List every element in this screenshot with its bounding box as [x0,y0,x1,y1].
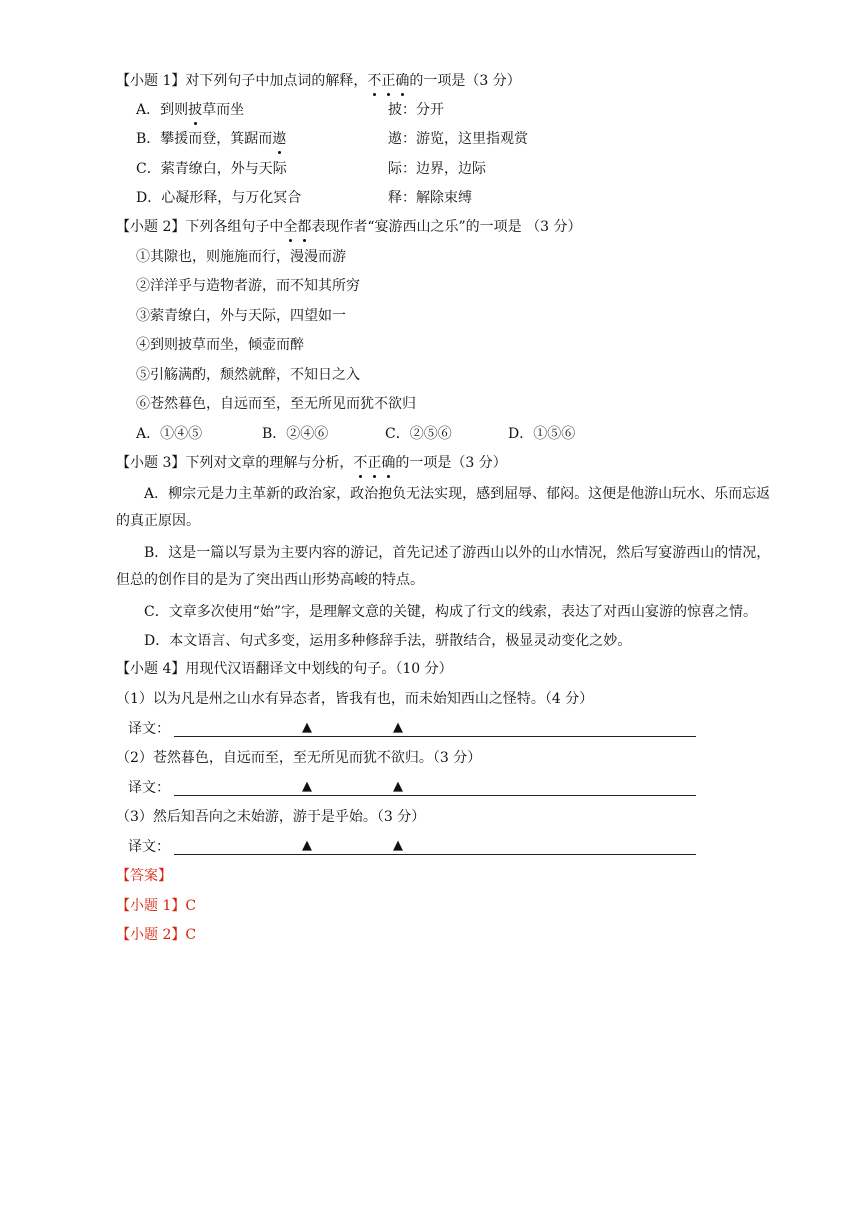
q2-choice-a: A．①④⑤ [136,426,203,442]
emphasis-dot-char: 确 [395,73,410,89]
q1-option-d [136,188,756,208]
translation-answer-line[interactable] [174,854,696,855]
translation-label: 译文： [128,839,170,855]
q1-option-c [136,159,756,179]
q2-choice-b: B．②④⑥ [262,426,329,442]
q2-choice-d: D．①⑤⑥ [508,426,576,442]
option-explanation: 披：分开 [388,102,444,118]
question-4-label: 【小题 4】 [116,661,186,677]
q1-option-b [136,129,756,149]
triangle-icon: ▲ [302,838,312,853]
question-2-stem-text: 下列各组句子中 [185,219,284,235]
q3-option-b: B．这是一篇以写景为主要内容的游记，首先记述了游西山以外的山水情况，然后写宴游西山的情况，但总的创作目的是为了突出西山形势高峻的特点。 [116,545,771,588]
q2-item: ③萦青缭白，外与天际，四望如一 [136,308,346,324]
answer-item: 【小题 1】C [116,898,197,914]
translation-label: 译文： [128,721,170,737]
option-explanation: 遨：游览，这里指观赏 [388,131,528,147]
answer-item: 【小题 2】C [116,927,197,943]
q4-sentence-2: （2）苍然暮色，自远而至，至无所见而犹不欲归。（3 分） [116,750,482,766]
q3-option-d: D．本文语言、句式多变，运用多种修辞手法，骈散结合，极显灵动变化之妙。 [144,633,632,649]
question-2-label: 【小题 2】 [116,219,186,235]
option-text: A．到则 [136,102,189,118]
emphasis-dot-char: 正 [367,455,382,471]
q3-option-a: A．柳宗元是力主革新的政治家，政治抱负无法实现，感到屈辱、郁闷。这便是他游山玩水、乐而忘返的真正原因。 [116,486,771,529]
q2-choice-c: C．②⑤⑥ [385,426,452,442]
question-1-label: 【小题 1】 [116,73,186,89]
q4-sentence-3: （3）然后知吾向之未始游，游于是乎始。（3 分） [116,809,426,825]
option-text: D．心凝形释，与万化冥合 [136,190,302,206]
emphasis-dot-char: 披 [188,102,203,118]
question-2-stem [116,217,581,237]
q2-item: ②洋洋乎与造物者游，而不知其所穷 [136,278,360,294]
q2-item: ①其隙也，则施施而行，漫漫而游 [136,249,346,265]
translation-label: 译文： [128,780,170,796]
triangle-icon: ▲ [393,779,403,794]
question-3-label: 【小题 3】 [116,455,186,471]
option-text-tail: 草而坐 [202,102,245,118]
question-4-stem [116,659,453,679]
emphasis-dot-char: 遨 [272,131,287,147]
option-explanation: 际：边界，边际 [388,161,486,177]
emphasis-dot-char: 都 [297,219,312,235]
question-1-stem-tail: 的一项是（3 分） [409,73,521,89]
question-2-stem-tail: 表现作者“宴游西山之乐”的一项是 （3 分） [311,219,582,235]
question-3-stem [116,453,507,473]
emphasis-dot-char: 确 [381,455,396,471]
triangle-icon: ▲ [393,720,403,735]
option-text: B．攀援而登，箕踞而 [136,131,273,147]
q3-option-c: C．文章多次使用“始”字，是理解文意的关键，构成了行文的线索，表达了对西山宴游的惊喜之情。 [144,604,758,620]
question-3-stem-tail: 的一项是（3 分） [395,455,507,471]
question-1-stem-text: 对下列句子中加点词的解释， [185,73,368,89]
translation-answer-line[interactable] [174,736,696,737]
q2-item: ⑥苍然暮色，自远而至，至无所见而犹不欲归 [136,396,416,412]
answer-heading: 【答案】 [116,868,172,884]
emphasis-dot-char: 正 [381,73,396,89]
emphasis-dot-char: 不 [353,455,368,471]
emphasis-dot-char: 全 [283,219,298,235]
q4-sentence-1: （1）以为凡是州之山水有异态者，皆我有也，而未始知西山之怪特。（4 分） [116,691,594,707]
emphasis-dot-char: 不 [367,73,382,89]
question-3-stem-text: 下列对文章的理解与分析， [185,455,354,471]
option-text: C．萦青缭白，外与天际 [136,161,287,177]
triangle-icon: ▲ [302,779,312,794]
triangle-icon: ▲ [302,720,312,735]
question-4-stem-text: 用现代汉语翻译文中划线的句子。（10 分） [185,661,453,677]
translation-answer-line[interactable] [174,795,696,796]
q1-option-a [136,100,756,120]
question-1-stem [116,71,521,91]
q2-item: ④到则披草而坐，倾壶而醉 [136,337,304,353]
q2-item: ⑤引觞满酌，颓然就醉，不知日之入 [136,367,360,383]
option-explanation: 释：解除束缚 [388,190,472,206]
triangle-icon: ▲ [393,838,403,853]
